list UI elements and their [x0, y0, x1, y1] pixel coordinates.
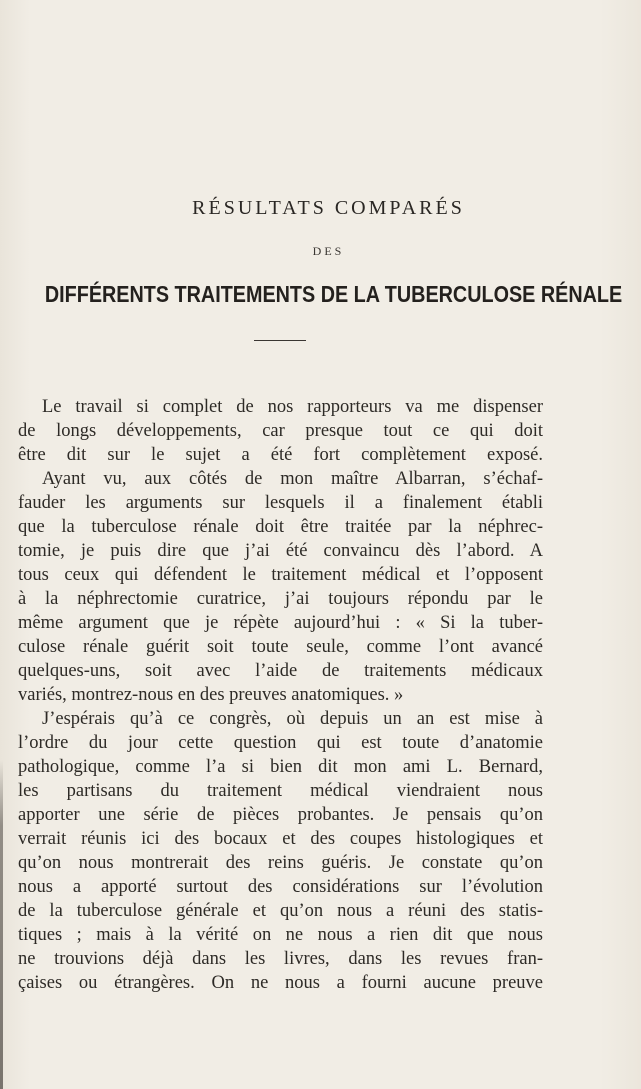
- text-line: pathologique, comme l’a si bien dit mon ami L. Bernard,: [18, 757, 543, 777]
- text-line: qu’on nous montrerait des reins guéris. Je constate qu’on: [18, 853, 543, 873]
- chapter-subtitle: DIFFÉRENTS TRAITEMENTS DE LA TUBERCULOSE RÉNALE: [44, 281, 623, 307]
- text-line: de la tuberculose générale et qu’on nous a réuni des statis-: [18, 901, 543, 921]
- text-line: apporter une série de pièces probantes. Je pensais qu’on: [18, 805, 543, 825]
- text-line: culose rénale guérit soit toute seule, comme l’ont avancé: [18, 637, 543, 657]
- text-line: Le travail si complet de nos rapporteurs va me dispenser: [42, 397, 543, 417]
- text-line: çaises ou étrangères. On ne nous a fourni aucune preuve: [18, 973, 543, 993]
- text-line: les partisans du traitement médical viendraient nous: [18, 781, 543, 801]
- text-line: l’ordre du jour cette question qui est toute d’anatomie: [18, 733, 543, 753]
- text-line: de longs développements, car presque tout ce qui doit: [18, 421, 543, 441]
- text-line: verrait réunis ici des bocaux et des coupes histologiques et: [18, 829, 543, 849]
- text-line: nous a apporté surtout des considérations sur l’évolution: [18, 877, 543, 897]
- text-line: J’espérais qu’à ce congrès, où depuis un an est mise à: [42, 709, 543, 729]
- chapter-title-connector: DES: [312, 244, 345, 258]
- title-divider: [254, 340, 306, 341]
- text-line: tous ceux qui défendent le traitement médical et l’opposent: [18, 565, 543, 585]
- text-line: ne trouvions déjà dans les livres, dans les revues fran-: [18, 949, 543, 969]
- page-edge-shadow: [0, 760, 3, 1089]
- chapter-title: RÉSULTATS COMPARÉS: [192, 197, 465, 219]
- text-line: à la néphrectomie curatrice, j’ai toujours répondu par le: [18, 589, 543, 609]
- text-line: être dit sur le sujet a été fort complètement exposé.: [18, 445, 543, 465]
- text-line: que la tuberculose rénale doit être traitée par la néphrec-: [18, 517, 543, 537]
- text-line: même argument que je répète aujourd’hui : « Si la tuber-: [18, 613, 543, 633]
- text-line: Ayant vu, aux côtés de mon maître Albarran, s’échaf-: [42, 469, 543, 489]
- text-line: tiques ; mais à la vérité on ne nous a rien dit que nous: [18, 925, 543, 945]
- text-line: quelques-uns, soit avec l’aide de traitements médicaux: [18, 661, 543, 681]
- text-line: variés, montrez-nous en des preuves anatomiques. »: [18, 685, 404, 705]
- text-line: tomie, je puis dire que j’ai été convaincu dès l’abord. A: [18, 541, 543, 561]
- text-line: fauder les arguments sur lesquels il a finalement établi: [18, 493, 543, 513]
